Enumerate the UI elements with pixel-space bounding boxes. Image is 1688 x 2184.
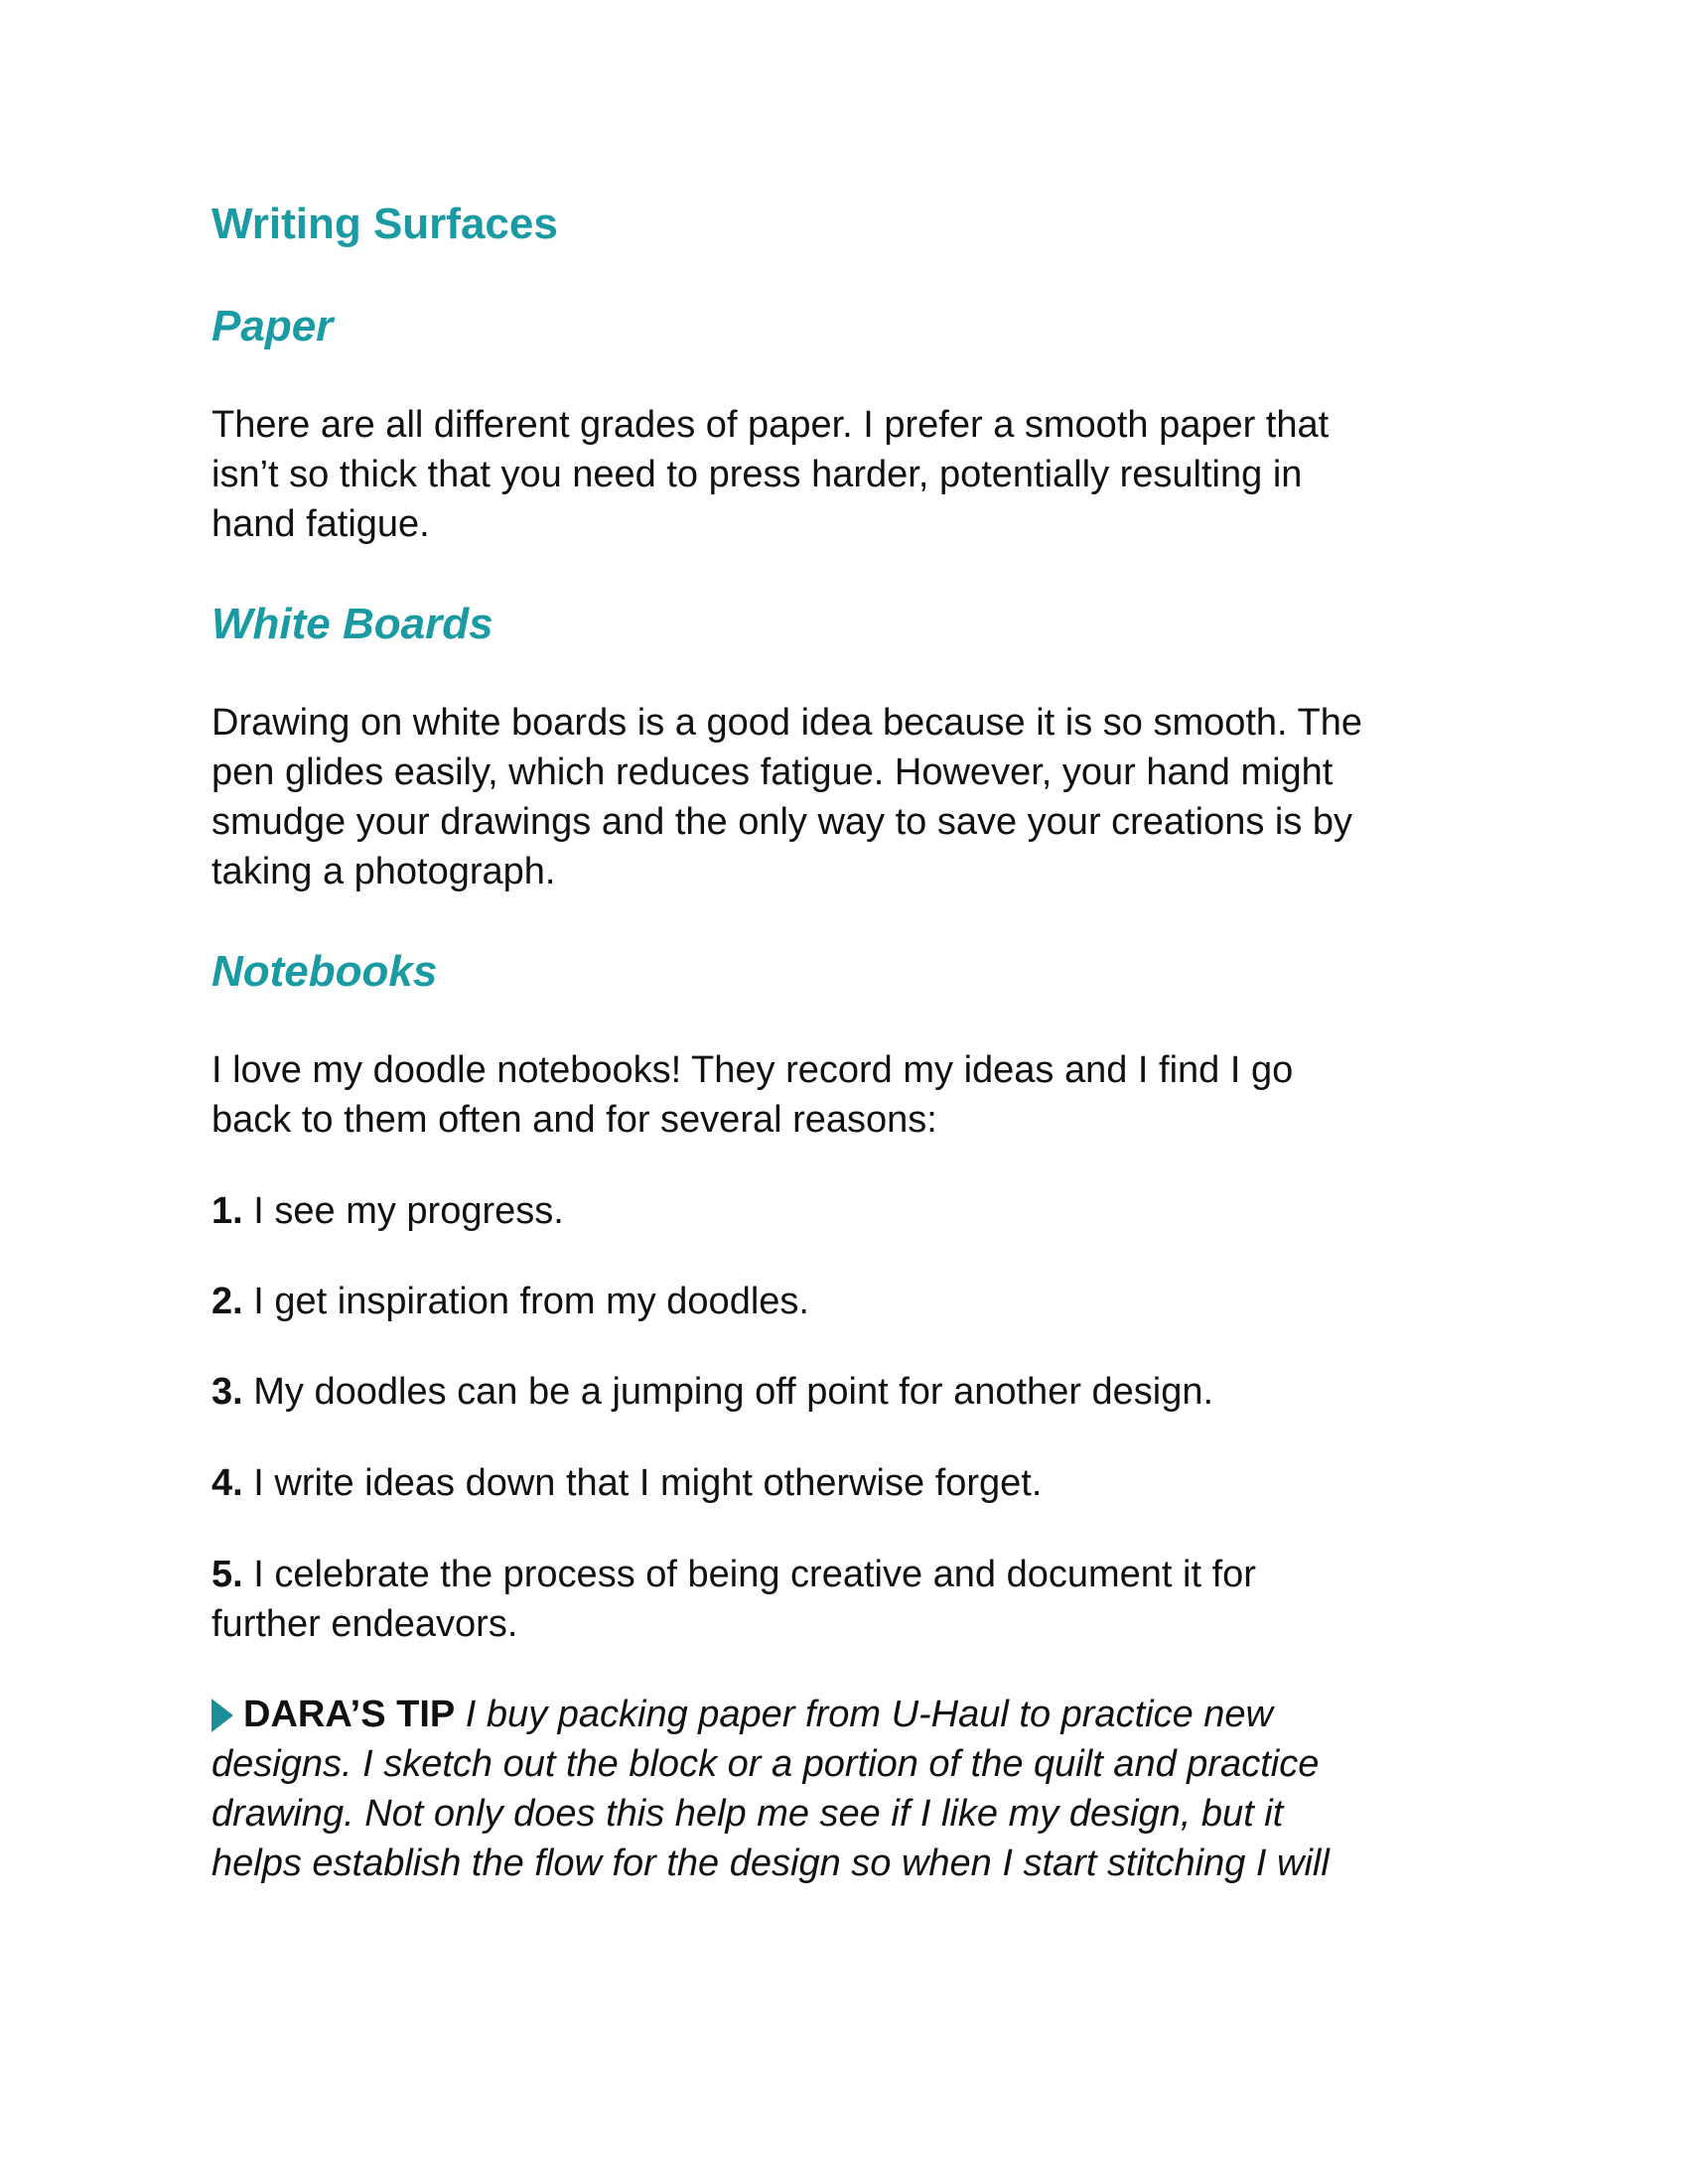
- list-item: [211, 1277, 809, 1326]
- list-number: 1.: [211, 1190, 243, 1232]
- paragraph-paper: [211, 400, 1329, 549]
- tip-text: helps establish the flow for the design so when I start stitching I will: [211, 1843, 1330, 1884]
- list-text: I celebrate the process of being creative and document it for: [242, 1554, 1256, 1595]
- list-text: I get inspiration from my doodles.: [242, 1281, 809, 1322]
- paragraph-notebooks: [211, 1045, 1293, 1145]
- paragraph-line: Drawing on white boards is a good idea because it is so smooth. The: [211, 702, 1362, 744]
- paragraph-white-boards: [211, 698, 1362, 896]
- page-title: Writing Surfaces: [211, 200, 558, 248]
- list-number: 5.: [211, 1554, 243, 1595]
- tip-text: designs. I sketch out the block or a portion of the quilt and practice: [211, 1743, 1320, 1785]
- list-item: [211, 1186, 564, 1236]
- paragraph-line: back to them often and for several reasons:: [211, 1099, 937, 1141]
- paragraph-line: I love my doodle notebooks! They record my ideas and I find I go: [211, 1049, 1294, 1091]
- tip-text: I buy packing paper from U-Haul to practice new: [455, 1694, 1273, 1735]
- list-item: [211, 1458, 1042, 1508]
- list-number: 3.: [211, 1371, 243, 1413]
- list-item: [211, 1367, 1213, 1417]
- tip-text: drawing. Not only does this help me see if I like my design, but it: [211, 1793, 1284, 1835]
- paragraph-line: smudge your drawings and the only way to save your creations is by: [211, 801, 1353, 843]
- list-number: 4.: [211, 1462, 243, 1504]
- paragraph-line: pen glides easily, which reduces fatigue. However, your hand might: [211, 751, 1334, 793]
- section-heading-white-boards: White Boards: [211, 600, 493, 648]
- paragraph-line: There are all different grades of paper. I prefer a smooth paper that: [211, 404, 1330, 446]
- list-number: 2.: [211, 1281, 243, 1322]
- tip-label: DARA’S TIP: [243, 1694, 456, 1735]
- tip-box: [211, 1690, 1330, 1888]
- paragraph-line: isn’t so thick that you need to press harder, potentially resulting in: [211, 454, 1303, 495]
- list-item: [211, 1550, 1256, 1649]
- tip-arrow-icon: [211, 1699, 233, 1732]
- list-text: further endeavors.: [211, 1603, 518, 1645]
- section-heading-paper: Paper: [211, 302, 334, 350]
- list-text: I write ideas down that I might otherwise forget.: [242, 1462, 1043, 1504]
- list-text: I see my progress.: [242, 1190, 564, 1232]
- list-text: My doodles can be a jumping off point for another design.: [242, 1371, 1214, 1413]
- section-heading-notebooks: Notebooks: [211, 947, 438, 996]
- paragraph-line: taking a photograph.: [211, 851, 556, 892]
- paragraph-line: hand fatigue.: [211, 503, 430, 545]
